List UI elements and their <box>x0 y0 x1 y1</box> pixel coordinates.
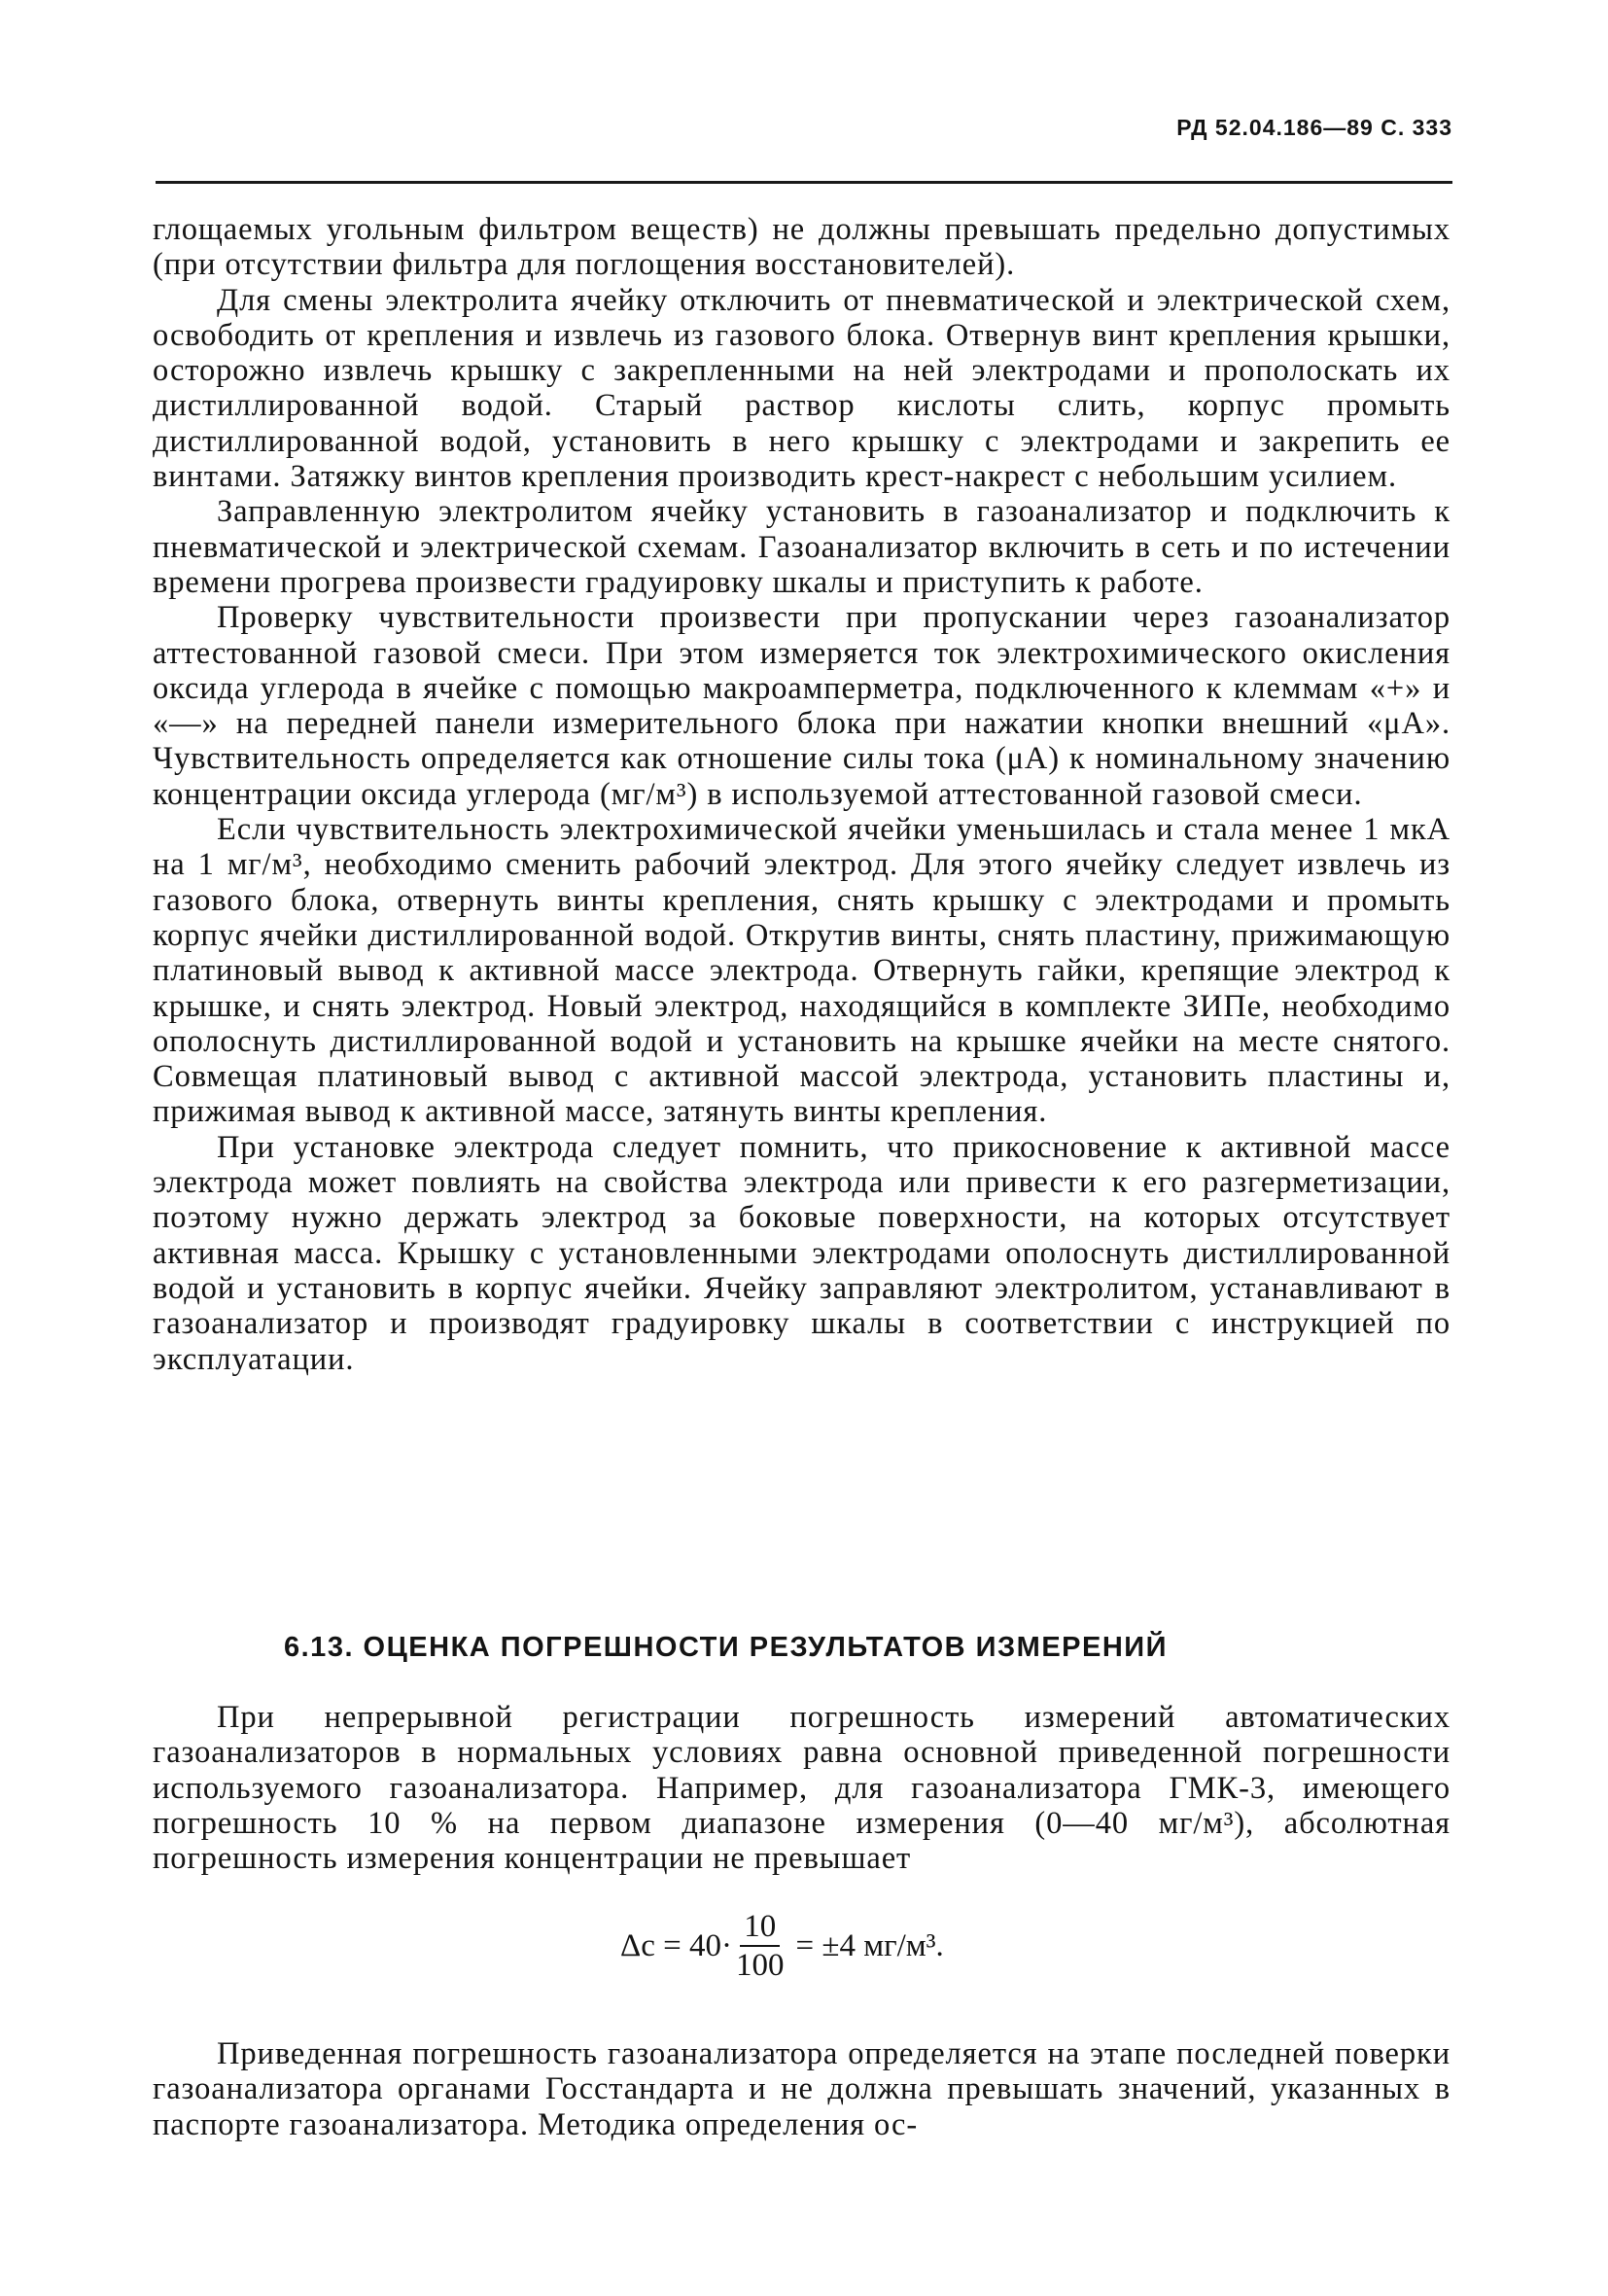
paragraph-reduced-error: Приведенная погрешность газоанализатора определяется на этапе последней поверки газоанализатора органами Госстандарта и не должна превышать значений, указанных в паспорте газоанализатора. Методика определения ос- <box>153 2036 1451 2142</box>
paragraph-electrode-install: При установке электрода следует помнить, что прикосновение к активной массе электрода может повлиять на свойства электрода или привести к его разгерметизации, поэтому нужно держать электрод за боковые поверхности, на которых отсутствует активная масса. Крышку с установленными электродами ополоснуть дистиллированной водой и установить в корпус ячейки. Ячейку заправляют электролитом, устанавливают в газоанализатор и производят градуировку шкалы в соответствии с инструкцией по эксплуатации. <box>153 1129 1451 1377</box>
formula <box>620 1908 952 1984</box>
paragraph-sensitivity-check: Проверку чувствительности произвести при пропускании через газоанализатор аттестованной газовой смеси. При этом измеряется ток электрохимического окисления оксида углерода в ячейке с помощью макроамперметра, подключенного к клеммам «+» и «—» на передней панели измерительного блока при нажатии кнопки внешний «μА». Чувствительность определяется как отношение силы тока (μА) к номинальному значению концентрации оксида углерода (мг/м³) в используемой аттестованной газовой смеси. <box>153 600 1451 812</box>
paragraph-cell-install: Заправленную электролитом ячейку установить в газоанализатор и подключить к пневматической и электрической схемам. Газоанализатор включить в сеть и по истечении времени прогрева произвести градуировку шкалы и приступить к работе. <box>153 494 1451 600</box>
paragraph-error-estimate: При непрерывной регистрации погрешность измерений автоматических газоанализаторов в нормальных условиях равна основной приведенной погрешности используемого газоанализатора. Например, для газоанализатора ГМК-3, имеющего погрешность 10 % на первом диапазоне измерения (0—40 мг/м³), абсолютная погрешность измерения концентрации не превышает <box>153 1700 1451 1877</box>
header-rule <box>156 181 1452 184</box>
running-head: РД 52.04.186—89 С. 333 <box>1176 115 1452 140</box>
formula-fraction <box>736 1908 785 1984</box>
body-text-bottom <box>153 2036 1451 2142</box>
body-text-top <box>153 212 1451 1377</box>
formula-lhs: Δc = 40· <box>620 1927 732 1963</box>
section-title: 6.13. ОЦЕНКА ПОГРЕШНОСТИ РЕЗУЛЬТАТОВ ИЗМЕРЕНИЙ <box>284 1632 1168 1663</box>
section-body <box>153 1700 1451 1876</box>
formula-numerator: 10 <box>740 1908 780 1947</box>
paragraph-continuation: глощаемых угольным фильтром веществ) не должны превышать предельно допустимых (при отсутствии фильтра для поглощения восстановителей). <box>153 212 1451 283</box>
paragraph-electrolyte-change: Для смены электролита ячейку отключить от пневматической и электрической схем, освободить от крепления и извлечь из газового блока. Отвернув винт крепления крышки, осторожно извлечь крышку с закрепленными на ней электродами и прополоскать их дистиллированной водой. Старый раствор кислоты слить, корпус промыть дистиллированной водой, установить в него крышку с электродами и закрепить ее винтами. Затяжку винтов крепления производить крест-накрест с небольшим усилием. <box>153 282 1451 495</box>
formula-rhs: = ±4 мг/м³. <box>795 1927 944 1963</box>
formula-denominator: 100 <box>735 1948 785 1983</box>
paragraph-electrode-replace: Если чувствительность электрохимической ячейки уменьшилась и стала менее 1 мкА на 1 мг/м³, необходимо сменить рабочий электрод. Для этого ячейку следует извлечь из газового блока, отвернуть винты крепления, снять крышку с электродами и промыть корпус ячейки дистиллированной водой. Открутив винты, снять пластину, прижимающую платиновый вывод к активной массе электрода. Отвернуть гайки, крепящие электрод к крышке, и снять электрод. Новый электрод, находящийся в комплекте ЗИПе, необходимо ополоснуть дистиллированной водой и установить на крышке ячейки на месте снятого. Совмещая платиновый вывод с активной массой электрода, установить пластины и, прижимая вывод к активной массе, затянуть винты крепления. <box>153 812 1451 1130</box>
